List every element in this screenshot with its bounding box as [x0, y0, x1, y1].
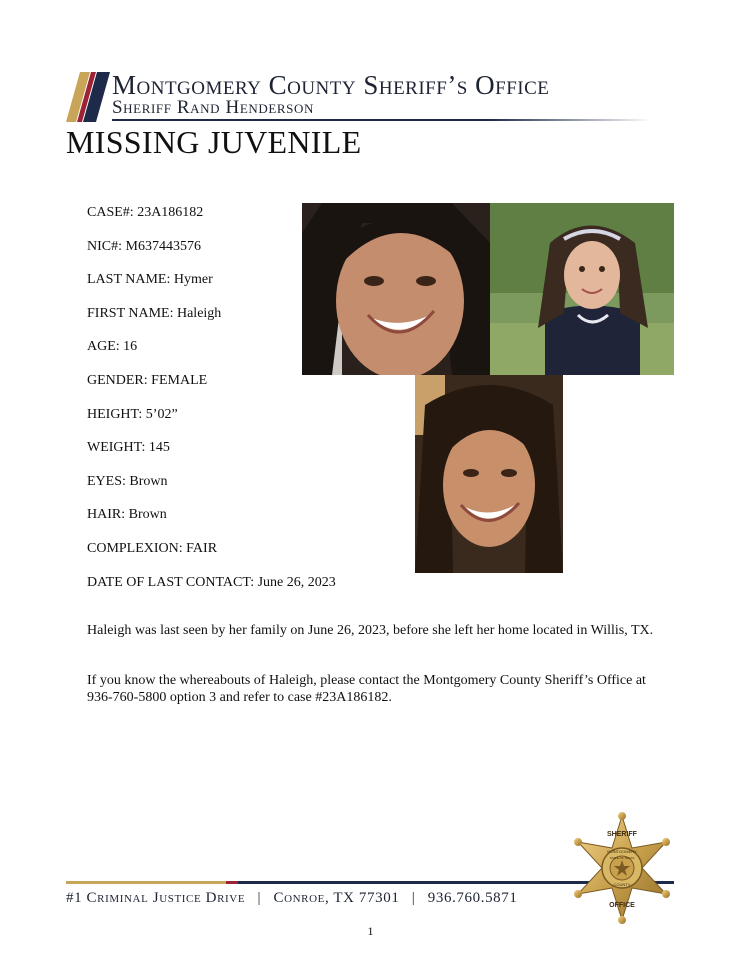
footer-street: #1 Criminal Justice Drive [66, 890, 246, 906]
sheriff-star-badge-icon [566, 812, 678, 924]
contact-paragraph: If you know the whereabouts of Haleigh, please contact the Montgomery County Sheriff’s Office at 936-760-5800 option 3 and refer to case #23A186182. [87, 673, 646, 705]
agency-name: Montgomery County Sheriff’s Office [112, 70, 550, 100]
gender-row: GENDER: FEMALE [87, 373, 208, 388]
photo-closeup-selfie [302, 203, 490, 375]
last-contact-row: DATE OF LAST CONTACT: June 26, 2023 [87, 574, 336, 590]
photo-formal-dress [490, 203, 674, 375]
page-title: MISSING JUVENILE [66, 124, 362, 160]
footer-address [66, 890, 517, 907]
hair-row: HAIR: Brown [87, 507, 167, 523]
svg-text:MONTGOMERY: MONTGOMERY [607, 849, 637, 854]
svg-text:OFFICE: OFFICE [609, 902, 635, 909]
weight-row: WEIGHT: 145 [87, 440, 170, 456]
footer-separator: | [257, 890, 262, 906]
svg-text:SHERIFF: SHERIFF [607, 831, 637, 838]
height-row: HEIGHT: 5’02” [87, 406, 178, 422]
first-name-row: FIRST NAME: Haleigh [87, 305, 222, 321]
header-divider [112, 119, 652, 121]
page-number: 1 [367, 924, 374, 938]
footer-phone: 936.760.5871 [427, 890, 518, 906]
photo-smiling-portrait [415, 375, 563, 573]
sheriff-name: Sheriff Rand Henderson [112, 97, 314, 118]
last-name-row: LAST NAME: Hymer [87, 272, 213, 288]
case-number-row: CASE#: 23A186182 [87, 205, 204, 220]
age-row: AGE: 16 [87, 339, 138, 355]
last-seen-paragraph: Haleigh was last seen by her family on June 26, 2023, before she left her home located in Willis, TX. [87, 623, 654, 638]
svg-text:STATE OF TEXAS: STATE OF TEXAS [609, 856, 635, 860]
footer-city: Conroe, TX 77301 [273, 890, 400, 906]
nic-number-row: NIC#: M637443576 [87, 238, 201, 254]
complexion-row: COMPLEXION: FAIR [87, 541, 218, 556]
svg-text:COUNTY: COUNTY [613, 882, 631, 887]
eyes-row: EYES: Brown [87, 473, 168, 489]
footer-separator: | [411, 890, 416, 906]
agency-logo-stripes [66, 72, 110, 122]
